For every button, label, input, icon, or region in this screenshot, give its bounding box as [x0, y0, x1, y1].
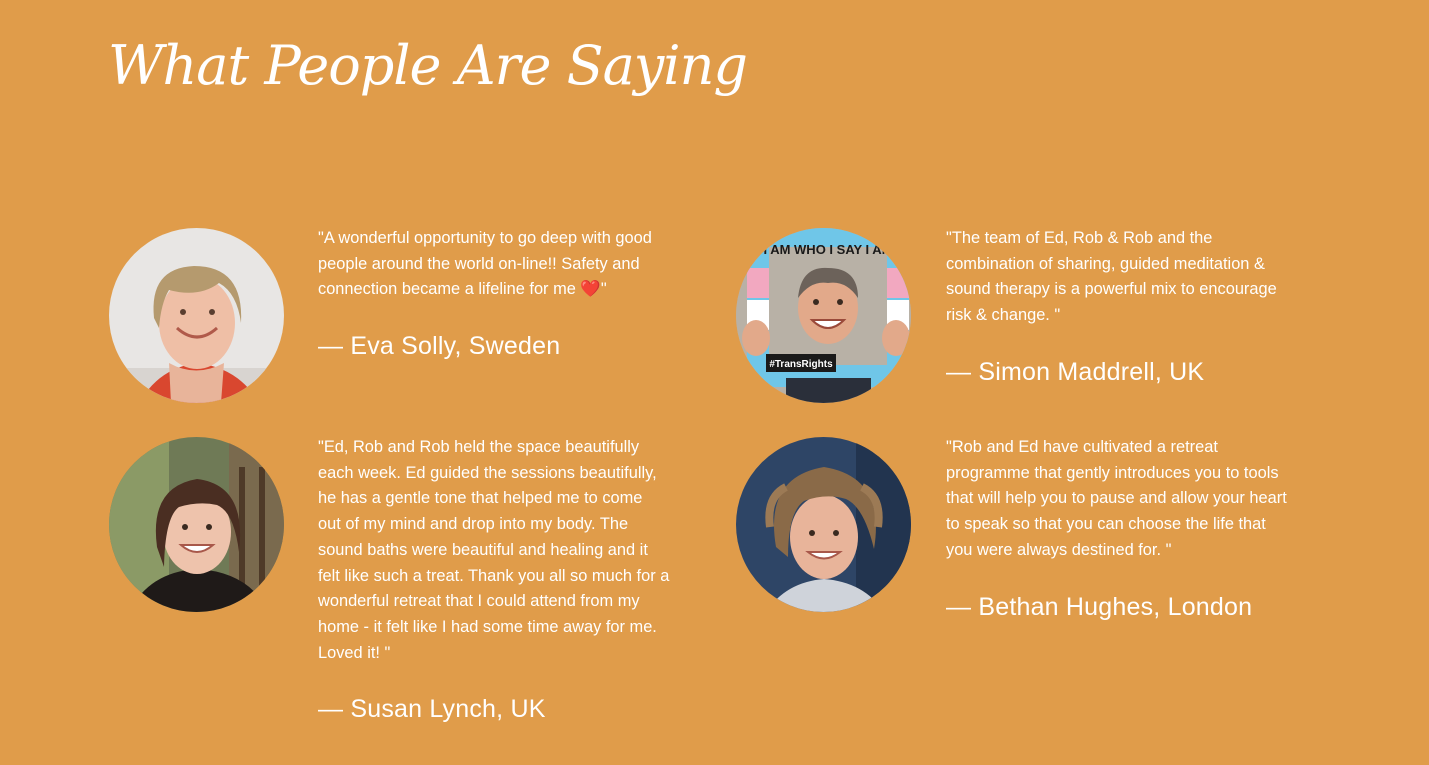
- testimonial-author-eva: — Eva Solly, Sweden: [318, 332, 561, 360]
- heart-icon: ❤️: [580, 280, 601, 299]
- bethan-portrait-icon: [736, 437, 911, 612]
- testimonial-author-simon: — Simon Maddrell, UK: [946, 358, 1205, 386]
- sign-bottom-text: #TransRights: [769, 359, 833, 370]
- testimonial-quote-bethan: "Rob and Ed have cultivated a retreat programme that gently introduces you to tools that will help you to pause and allow your heart to speak so that you can choose the life that you were always destined for. ": [946, 438, 1287, 559]
- testimonial-quote-eva: "A wonderful opportunity to go deep with good people around the world on-line!! Safety and connection became a lifeline for me ❤️": [318, 229, 652, 299]
- testimonial-author-susan: — Susan Lynch, UK: [318, 695, 546, 723]
- testimonial-quote-susan: "Ed, Rob and Rob held the space beautifully each week. Ed guided the sessions beautifully, he has a gentle tone that helped me to come out of my mind and drop into my body. The sound baths were beautiful and healing and it felt like such a treat. Thank you all so much for a wonderful retreat that I could attend from my home - it felt like I had some time away for me. Loved it! ": [318, 438, 670, 662]
- simon-portrait-icon: [736, 228, 911, 403]
- eva-portrait-icon: [109, 228, 284, 403]
- sign-top-text: I AM WHO I SAY I AM: [763, 242, 893, 257]
- section-title: What People Are Saying: [108, 34, 747, 97]
- susan-portrait-icon: [109, 437, 284, 612]
- testimonial-quote-simon: "The team of Ed, Rob & Rob and the combination of sharing, guided meditation & sound therapy is a powerful mix to encourage risk & change. ": [946, 229, 1277, 325]
- testimonial-author-bethan: — Bethan Hughes, London: [946, 593, 1253, 621]
